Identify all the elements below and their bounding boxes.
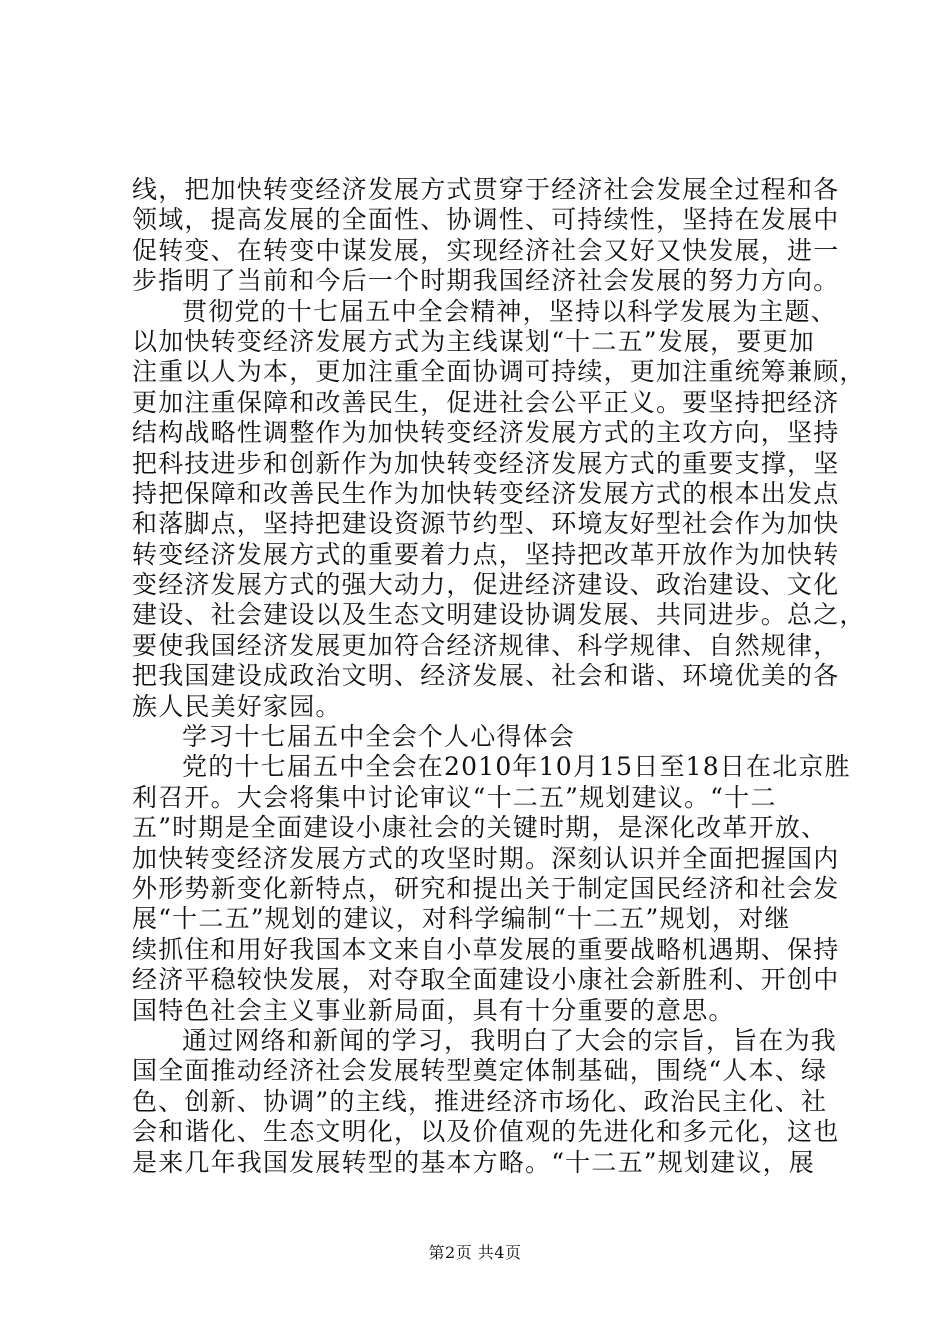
text-line: 学习十七届五中全会个人心得体会 xyxy=(182,722,576,752)
text-line: 持把保障和改善民生作为加快转变经济发展方式的根本出发点 xyxy=(132,478,840,508)
text-line: 族人民美好家园。 xyxy=(132,691,342,721)
document-body xyxy=(132,175,866,1178)
text-line: 是来几年我国发展转型的基本方略。“十二五”规划建议，展 xyxy=(132,1147,815,1177)
text-line: 变经济发展方式的强大动力，促进经济建设、政治建设、文化 xyxy=(132,570,840,600)
text-line: 和落脚点，坚持把建设资源节约型、环境友好型社会作为加快 xyxy=(132,509,840,539)
text-line: 贯彻党的十七届五中全会精神，坚持以科学发展为主题、 xyxy=(182,296,838,326)
text-line: 国全面推动经济社会发展转型奠定体制基础，围绕“人本、绿 xyxy=(132,1056,828,1086)
page-footer: 第2页 共4页 xyxy=(428,1243,522,1262)
text-line: 国特色社会主义事业新局面，具有十分重要的意思。 xyxy=(132,995,735,1025)
text-line: 线，把加快转变经济发展方式贯穿于经济社会发展全过程和各 xyxy=(132,175,840,204)
text-line: 要使我国经济发展更加符合经济规律、科学规律、自然规律， xyxy=(132,630,840,660)
text-line: 促转变、在转变中谋发展，实现经济社会又好又快发展，进一 xyxy=(132,235,840,265)
text-line: 领域，提高发展的全面性、协调性、可持续性，坚持在发展中 xyxy=(132,205,840,235)
text-line: 续抓住和用好我国本文来自小草发展的重要战略机遇期、保持 xyxy=(132,934,840,964)
text-line: 五”时期是全面建设小康社会的关键时期，是深化改革开放、 xyxy=(132,813,828,843)
text-line: 通过网络和新闻的学习，我明白了大会的宗旨，旨在为我 xyxy=(182,1025,838,1055)
text-line: 会和谐化、生态文明化，以及价值观的先进化和多元化，这也 xyxy=(132,1117,840,1147)
text-line: 结构战略性调整作为加快转变经济发展方式的主攻方向，坚持 xyxy=(132,418,840,448)
text-line: 展“十二五”规划的建议，对科学编制“十二五”规划，对继 xyxy=(132,904,791,934)
text-line: 建设、社会建设以及生态文明建设协调发展、共同进步。总之， xyxy=(132,600,866,630)
text-line: 把我国建设成政治文明、经济发展、社会和谐、环境优美的各 xyxy=(132,661,840,691)
text-line: 色、创新、协调”的主线，推进经济市场化、政治民主化、社 xyxy=(132,1086,828,1116)
text-line: 利召开。大会将集中讨论审议“十二五”规划建议。“十二 xyxy=(132,782,777,812)
text-line: 更加注重保障和改善民生，促进社会公平正义。要坚持把经济 xyxy=(132,387,840,417)
text-line: 转变经济发展方式的重要着力点，坚持把改革开放作为加快转 xyxy=(132,539,840,569)
text-line: 步指明了当前和今后一个时期我国经济社会发展的努力方向。 xyxy=(132,266,840,296)
text-line: 经济平稳较快发展，对夺取全面建设小康社会新胜利、开创中 xyxy=(132,965,840,995)
text-line: 加快转变经济发展方式的攻坚时期。深刻认识并全面把握国内 xyxy=(132,843,840,873)
text-line: 注重以人为本，更加注重全面协调可持续，更加注重统筹兼顾， xyxy=(132,357,866,387)
text-line: 外形势新变化新特点，研究和提出关于制定国民经济和社会发 xyxy=(132,873,840,903)
text-line: 以加快转变经济发展方式为主线谋划“十二五”发展，要更加 xyxy=(132,326,815,356)
text-line: 把科技进步和创新作为加快转变经济发展方式的重要支撑，坚 xyxy=(132,448,840,478)
text-line: 党的十七届五中全会在2010年10月15日至18日在北京胜 xyxy=(182,752,851,782)
